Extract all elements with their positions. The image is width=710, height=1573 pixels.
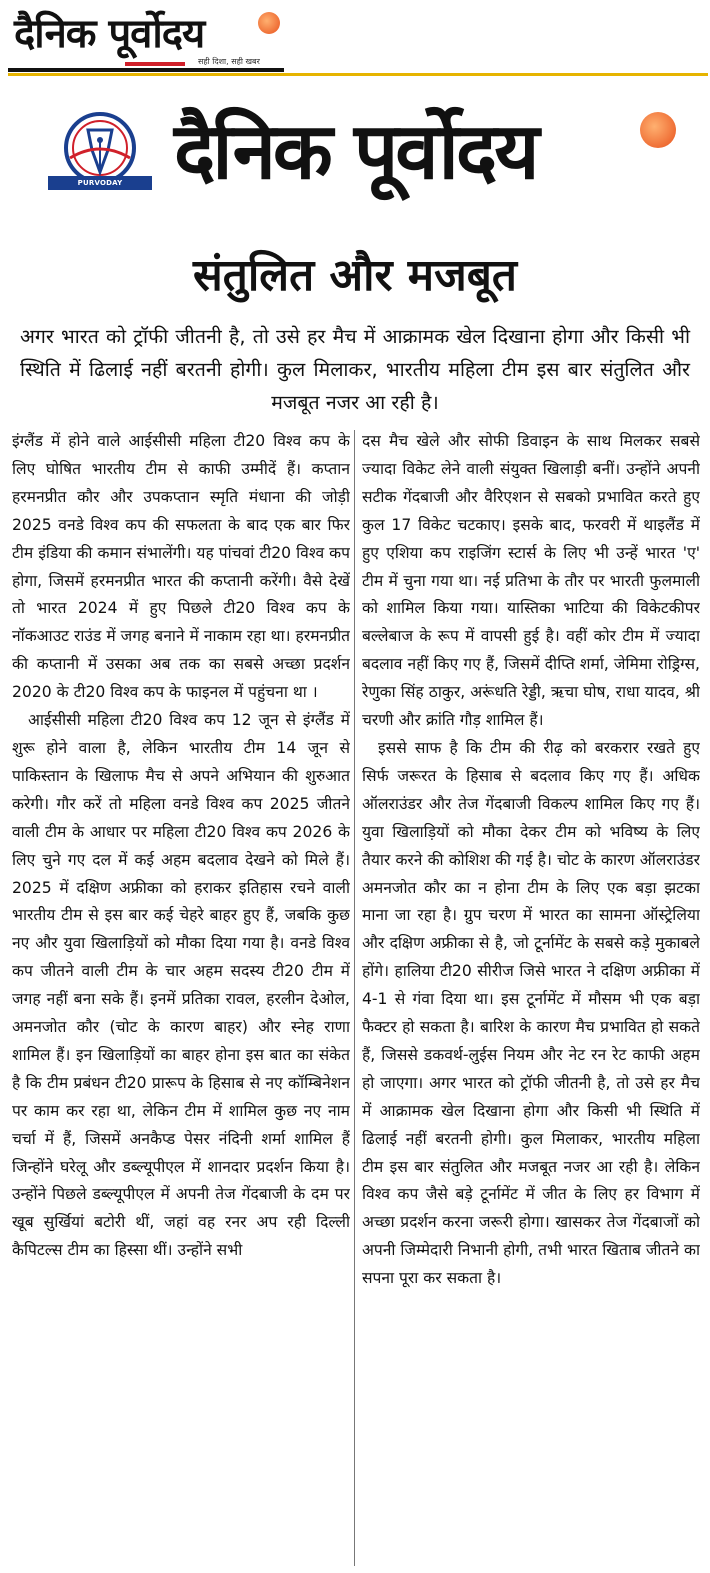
column-divider bbox=[354, 430, 355, 1566]
paragraph: दस मैच खेले और सोफी डिवाइन के साथ मिलकर सबसे ज्यादा विकेट लेने वाली संयुक्त खिलाड़ी बनीं। उन्होंने अपनी सटीक गेंदबाजी और वैरिएशन से सबको प्रभावित करते हुए कुल 17 विकेट चटकाए। इसके बाद, फरवरी में थाइलैंड में हुए एशिया कप राइजिंग स्टार्स के लिए भी उन्हें भारत 'ए' टीम में चुना गया था। नई प्रतिभा के तौर पर भारती फुलमाली को शामिल किया गया। यास्तिका भाटिया की विकेटकीपर बल्लेबाज के रूप में वापसी हुई है। वहीं कोर टीम में ज्यादा बदलाव नहीं किए गए हैं, जिसमें दीप्ति शर्मा, जेमिमा रोड्रिग्स, रेणुका सिंह ठाकुर, अरूंधति रेड्डी, ऋचा घोष, राधा यादव, श्री चरणी और क्रांति गौड़ शामिल हैं। bbox=[362, 432, 700, 730]
logo-caption: PURVODAY PUBLICATIONS bbox=[48, 176, 152, 190]
top-brand-tagline: सही दिशा, सही खबर bbox=[198, 57, 260, 66]
article-column-left bbox=[12, 428, 350, 1568]
gold-rule bbox=[8, 73, 708, 76]
paragraph: इससे साफ है कि टीम की रीढ़ को बरकरार रखते हुए सिर्फ जरूरत के हिसाब से बदलाव किए गए हैं। अधिक ऑलराउंडर और तेज गेंदबाजी विकल्प शामिल किए गए हैं। युवा खिलाड़ियों को मौका देकर टीम को भविष्य के लिए तैयार करने की कोशिश की गई है। चोट के कारण ऑलराउंडर अमनजोत कौर का न होना टीम के लिए एक बड़ा झटका माना जा रहा है। ग्रुप चरण में भारत का सामना ऑस्ट्रेलिया और दक्षिण अफ्रीका से है, जो टूर्नामेंट के सबसे कड़े मुकाबले होंगे। हालिया टी20 सीरीज जिसे भारत ने दक्षिण अफ्रीका में 4-1 से गंवा दिया था। इस टूर्नामेंट में मौसम भी एक बड़ा फैक्टर हो सकता है। बारिश के कारण मैच प्रभावित हो सकते हैं, जिससे डकवर्थ-लुईस नियम और नेट रन रेट काफी अहम हो जाएगा। अगर भारत को ट्रॉफी जीतनी है, तो उसे हर मैच में आक्रामक खेल दिखाना होगा और किसी भी स्थिति में ढिलाई नहीं बरतनी होगी। कुल मिलाकर, भारतीय महिला टीम इस बार संतुलित और मजबूत नजर आ रही है। लेकिन विश्व कप जैसे बड़े टूर्नामेंट में जीत के लिए हर विभाग में अच्छा प्रदर्शन करना जरूरी होगा। खासकर तेज गेंदबाजों को अपनी जिम्मेदारी निभानी होगी, तभी भारत खिताब जीतने का सपना पूरा कर सकता है। bbox=[362, 738, 700, 1288]
black-rule bbox=[8, 68, 284, 72]
masthead-title: दैनिक पूर्वोदय bbox=[174, 107, 537, 197]
top-brand-title: दैनिक पूर्वोदय bbox=[14, 11, 205, 57]
paragraph: आईसीसी महिला टी20 विश्व कप 12 जून से इंग्लैंड में शुरू होने वाला है, लेकिन भारतीय टीम 14 जून से पाकिस्तान के खिलाफ मैच से अपने अभियान की शुरुआत करेगी। गौर करें तो महिला वनडे विश्व कप 2025 जीतने वाली टीम के आधार पर महिला टी20 विश्व कप 2026 के लिए चुने गए दल में कई अहम बदलाव देखने को मिले हैं। 2025 में दक्षिण अफ्रीका को हराकर इतिहास रचने वाली भारतीय टीम से इस बार कई चेहरे बाहर हुए हैं, जबकि कुछ नए और युवा खिलाड़ियों को मौका दिया गया है। वनडे विश्व कप जीतने वाली टीम के चार अहम सदस्य टी20 टीम में जगह नहीं बना सके हैं। इनमें प्रतिका रावल, हरलीन देओल, अमनजोत कौर (चोट के कारण बाहर) और स्नेह राणा शामिल हैं। इन खिलाड़ियों का बाहर होना इस बात का संकेत है कि टीम प्रबंधन टी20 प्रारूप के हिसाब से नए कॉम्बिनेशन पर काम कर रहा था, लेकिन टीम में शामिल कुछ नए नाम चर्चा में हैं, जिसमें अनकैप्ड पेसर नंदिनी शर्मा शामिल हैं जिन्होंने घरेलू और डब्ल्यूपीएल में शानदार प्रदर्शन किया है। उन्होंने पिछले डब्ल्यूपीएल में अपनी तेज गेंदबाजी के दम पर खूब सुर्खियां बटोरी थीं, जहां वह रनर अप रही दिल्ली कैपिटल्स टीम का हिस्सा थीं। उन्होंने सभी bbox=[12, 711, 350, 1260]
sun-dot-icon bbox=[258, 12, 280, 34]
paragraph: इंग्लैंड में होने वाले आईसीसी महिला टी20 विश्व कप के लिए घोषित भारतीय टीम से काफी उम्मीदें हैं। कप्तान हरमनप्रीत कौर और उपकप्तान स्मृति मंधाना की जोड़ी 2025 वनडे विश्व कप की सफलता के बाद एक बार फिर टीम इंडिया की कमान संभालेंगी। यह पांचवां टी20 विश्व कप होगा, जिसमें हरमनप्रीत भारत की कप्तानी करेंगी। वैसे देखें तो भारत 2024 में हुए पिछले टी20 विश्व कप के नॉकआउट राउंड में जगह बनाने में नाकाम रहा था। हरमनप्रीत की कप्तानी में उसका अब तक का सबसे अच्छा प्रदर्शन 2020 के टी20 विश्व कप के फाइनल में पहुंचना था । bbox=[12, 432, 350, 702]
article-column-right bbox=[362, 428, 700, 1568]
article-headline: संतुलित और मजबूत bbox=[193, 250, 517, 301]
red-accent-bar bbox=[125, 62, 185, 66]
article-deck: अगर भारत को ट्रॉफी जीतनी है, तो उसे हर मैच में आक्रामक खेल दिखाना होगा और किसी भी स्थिति में ढिलाई नहीं बरतनी होगी। कुल मिलाकर, भारतीय महिला टीम इस बार संतुलित और मजबूत नजर आ रही है। bbox=[20, 325, 690, 414]
masthead-sun-dot-icon bbox=[640, 112, 676, 148]
top-brand-bar bbox=[0, 0, 710, 80]
